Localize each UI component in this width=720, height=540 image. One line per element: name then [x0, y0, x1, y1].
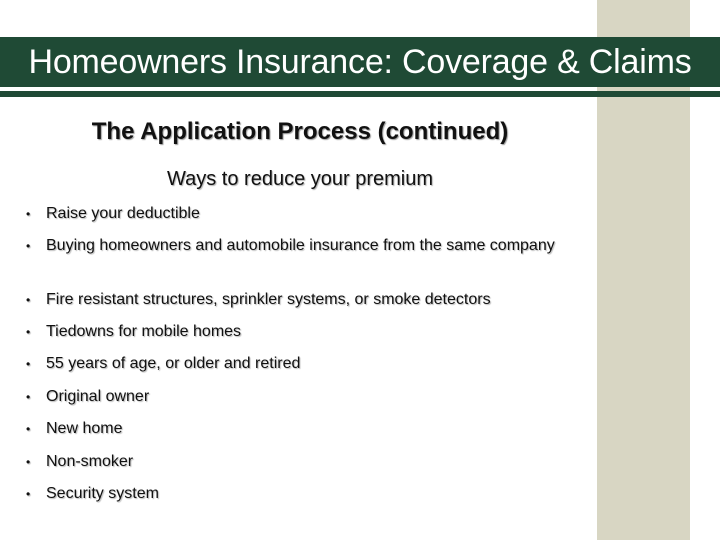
bullet-icon: • — [26, 325, 31, 339]
list-item — [26, 418, 566, 440]
list-item-text: Raise your deductible — [46, 205, 200, 222]
intro-text: Ways to reduce your premium — [166, 168, 433, 190]
bullet-icon: • — [26, 422, 31, 436]
list-item-text: Security system — [46, 485, 159, 502]
section-heading: The Application Process (continued) — [91, 118, 509, 145]
bullet-icon: • — [26, 390, 31, 404]
list-item — [26, 386, 566, 408]
list-item — [26, 451, 566, 473]
list-item — [26, 235, 566, 257]
list-item-text: Tiedowns for mobile homes — [46, 323, 242, 340]
list-item — [26, 321, 566, 343]
list-item-text: Original owner — [46, 388, 150, 405]
list-item-text: Fire resistant structures, sprinkler systems, or smoke detectors — [46, 291, 491, 308]
bullet-icon: • — [26, 455, 31, 469]
bullet-icon: • — [26, 207, 31, 221]
bullet-icon: • — [26, 293, 31, 307]
list-item-text: Non-smoker — [46, 453, 134, 470]
list-item — [26, 483, 566, 505]
list-item-text: 55 years of age, or older and retired — [46, 355, 301, 372]
list-item-text: New home — [46, 420, 123, 437]
list-item-text: Buying homeowners and automobile insurance from the same company — [46, 237, 555, 254]
bullet-icon: • — [26, 487, 31, 501]
list-item — [26, 203, 566, 225]
list-item — [26, 289, 566, 311]
bullet-icon: • — [26, 239, 31, 253]
bullet-icon: • — [26, 357, 31, 371]
slide-title: Homeowners Insurance: Coverage & Claims — [28, 42, 692, 81]
list-item — [26, 353, 566, 375]
